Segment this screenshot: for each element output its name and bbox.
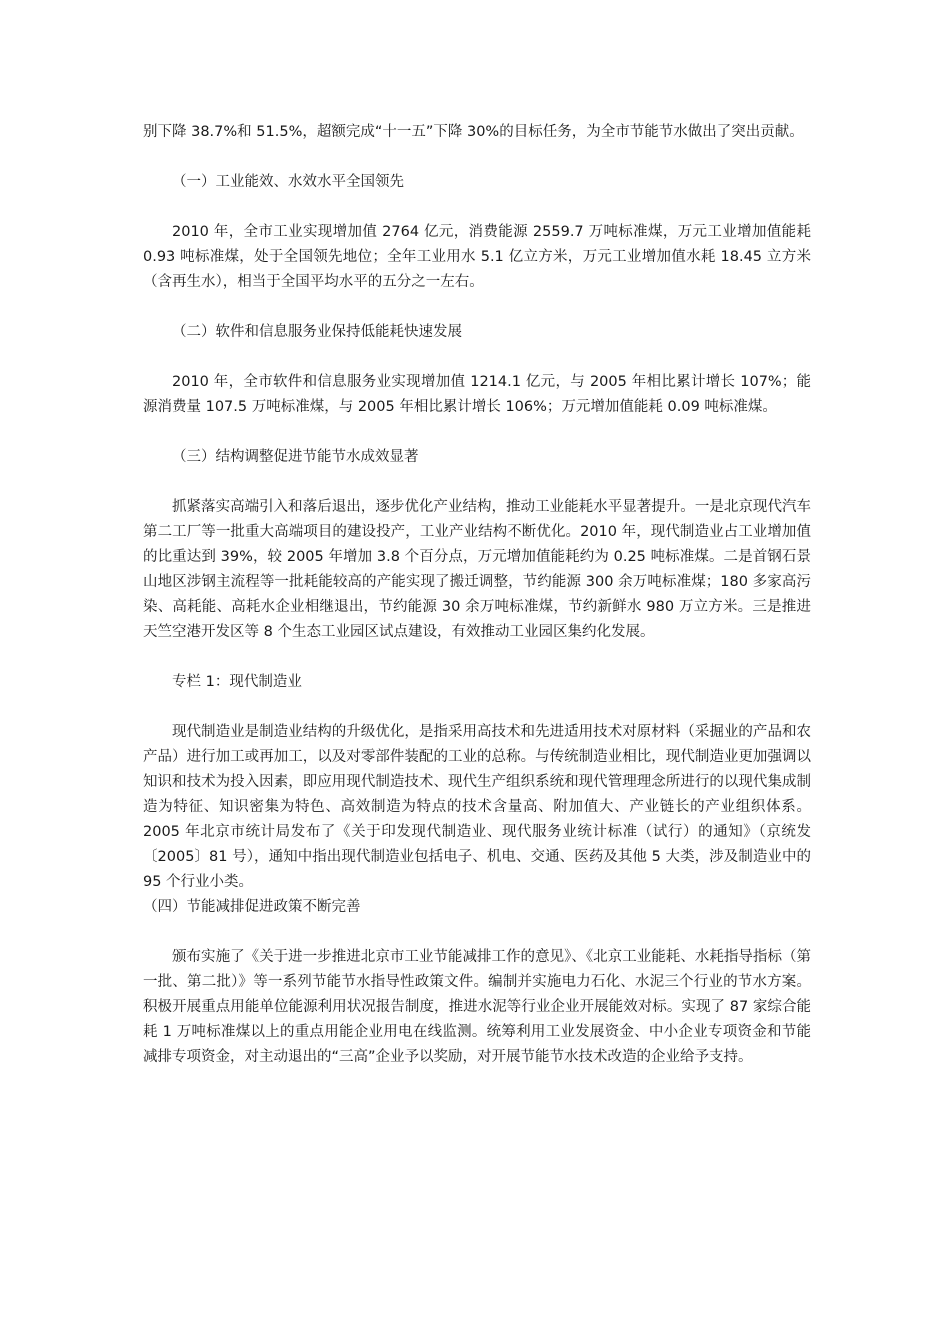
column-box-title: 专栏 1：现代制造业: [172, 674, 302, 690]
section-heading-2: （二）软件和信息服务业保持低能耗快速发展: [172, 324, 462, 340]
intro-paragraph: 别下降 38.7%和 51.5%，超额完成“十一五”下降 30%的目标任务，为全市节能节水做出了突出贡献。: [143, 124, 804, 140]
paragraph-policies: 颁布实施了《关于进一步推进北京市工业节能减排工作的意见》、《北京工业能耗、水耗指导指标（第一批、第二批）》等一系列节能节水指导性政策文件。编制并实施电力石化、水泥三个行业的节水方案。积极开展重点用能单位能源利用状况报告制度，推进水泥等行业企业开展能效对标。实现了 87 家综合能耗 1 万吨标准煤以上的重点用能企业用电在线监测。统筹利用工业发展资金、中小企业专项资金和节能减排专项资金，对主动退出的“三高”企业予以奖励，对开展节能节水技术改造的企业给予支持。: [143, 949, 811, 1065]
section-heading-1: （一）工业能效、水效水平全国领先: [172, 174, 404, 190]
paragraph-industrial-efficiency: 2010 年，全市工业实现增加值 2764 亿元，消费能源 2559.7 万吨标准煤，万元工业增加值能耗 0.93 吨标准煤，处于全国领先地位；全年工业用水 5.1 亿立方米，万元工业增加值水耗 18.45 立方米（含再生水），相当于全国平均水平的五分之一左右。: [143, 224, 811, 290]
paragraph-software-services: 2010 年，全市软件和信息服务业实现增加值 1214.1 亿元，与 2005 年相比累计增长 107%；能源消费量 107.5 万吨标准煤，与 2005 年相比累计增长 106%；万元增加值能耗 0.09 吨标准煤。: [143, 374, 811, 415]
paragraph-structural-adjustment: 抓紧落实高端引入和落后退出，逐步优化产业结构，推动工业能耗水平显著提升。一是北京现代汽车第二工厂等一批重大高端项目的建设投产，工业产业结构不断优化。2010 年，现代制造业占工业增加值的比重达到 39%，较 2005 年增加 3.8 个百分点，万元增加值能耗约为 0.25 吨标准煤。二是首钢石景山地区涉钢主流程等一批耗能较高的产能实现了搬迁调整，节约能源 300 余万吨标准煤；180 多家高污染、高耗能、高耗水企业相继退出，节约能源 30 余万吨标准煤，节约新鲜水 980 万立方米。三是推进天竺空港开发区等 8 个生态工业园区试点建设，有效推动工业园区集约化发展。: [143, 499, 811, 640]
document-body: [143, 120, 811, 1070]
section-heading-3: （三）结构调整促进节能节水成效显著: [172, 449, 419, 465]
column-box-text: 现代制造业是制造业结构的升级优化，是指采用高技术和先进适用技术对原材料（采掘业的产品和农产品）进行加工或再加工，以及对零部件装配的工业的总称。与传统制造业相比，现代制造业更加强调以知识和技术为投入因素，即应用现代制造技术、现代生产组织系统和现代管理理念所进行的以现代集成制造为特征、知识密集为特色、高效制造为特点的技术含量高、附加值大、产业链长的产业组织体系。2005 年北京市统计局发布了《关于印发现代制造业、现代服务业统计标准（试行）的通知》（京统发〔2005〕81 号），通知中指出现代制造业包括电子、机电、交通、医药及其他 5 大类，涉及制造业中的 95 个行业小类。: [143, 724, 811, 890]
section-heading-4: （四）节能减排促进政策不断完善: [143, 899, 361, 915]
